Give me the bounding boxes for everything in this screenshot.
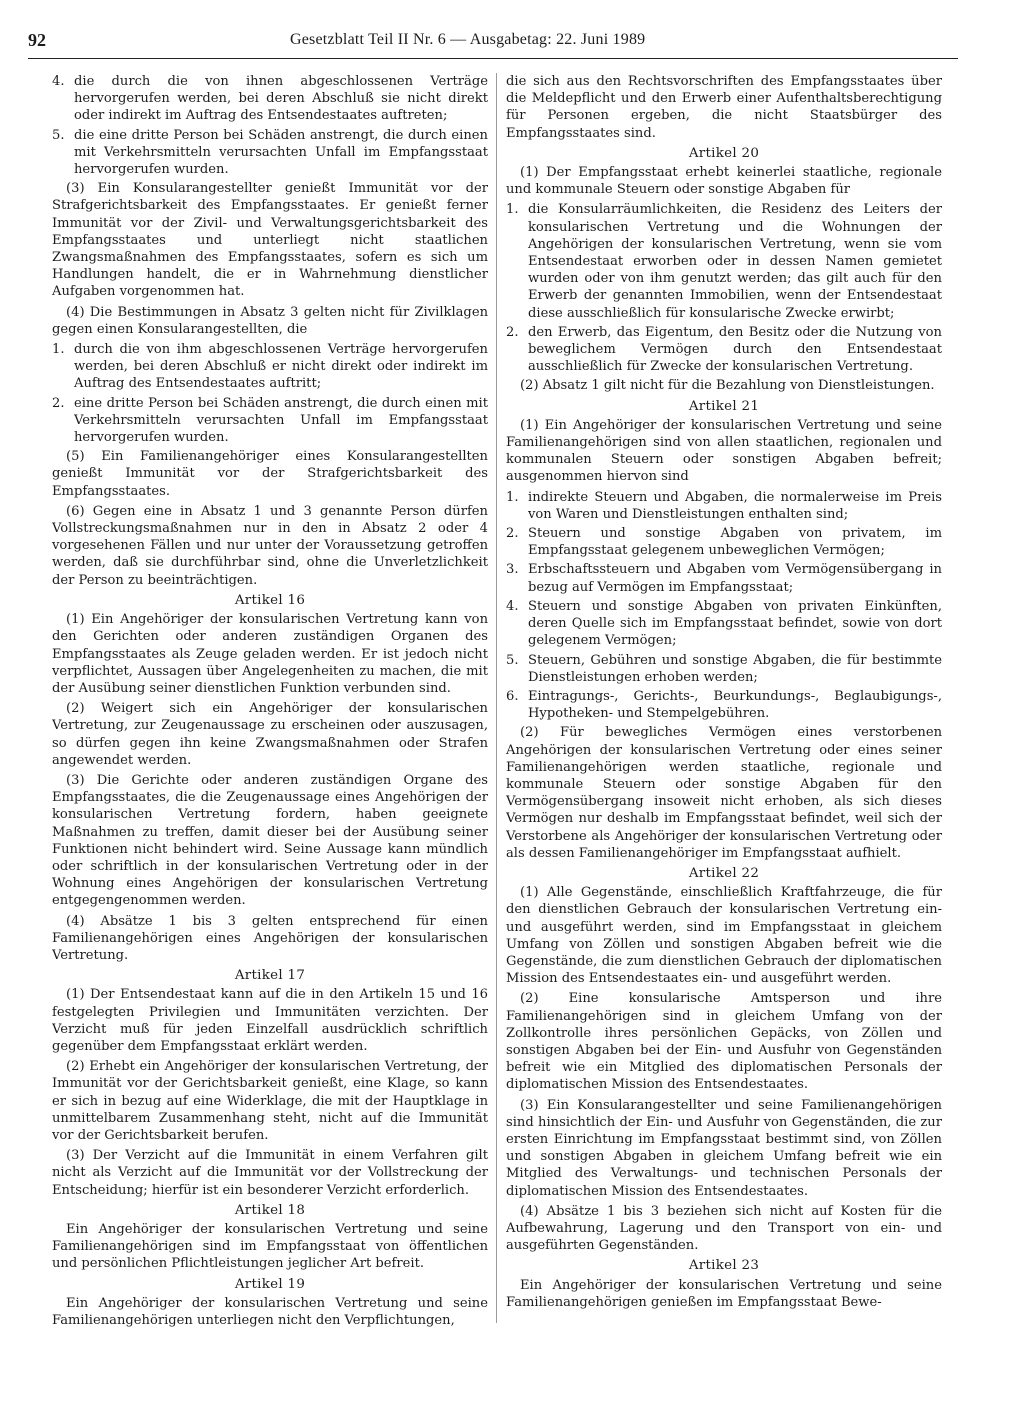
paragraph: (1) Der Entsendestaat kann auf die in den Artikeln 15 und 16 festgelegten Privilegien und Immunitäten verzichten. Der Verzicht muß für jeden Einzelfall ausdrücklich schriftlich gegenüber dem Empfangsstaat erklärt werden. <box>52 987 488 1054</box>
paragraph: (1) Der Empfangsstaat erhebt keinerlei staatliche, regionale und kommunale Steuern oder sonstige Abgaben für <box>506 165 942 198</box>
list-item <box>506 324 942 376</box>
right-column <box>506 73 942 1373</box>
paragraph: (3) Der Verzicht auf die Immunität in einem Verfahren gilt nicht als Verzicht auf die Immunität vor der Vollstreckung der Entscheidung; hierfür ist ein besonderer Verzicht erforderlich. <box>52 1148 488 1198</box>
item-number: 2. <box>506 324 519 340</box>
list-item <box>52 127 488 179</box>
list-item <box>506 201 942 321</box>
paragraph: (4) Die Bestimmungen in Absatz 3 gelten nicht für Zivilklagen gegen einen Konsularangestellten, die <box>52 304 488 337</box>
item-number: 1. <box>506 202 519 218</box>
article-heading: Artikel 16 <box>234 592 306 608</box>
paragraph: (1) Alle Gegenstände, einschließlich Kraftfahrzeuge, die für den dienstlichen Gebrauch der konsularischen Vertretung ein- und ausgeführt werden, sind im Empfangsstaat in gleichem Umfang von Zöllen und sonstigen Abgaben befreit wie die Gegenstände, die zum dienstlichen Gebrauch der diplomatischen Mission des Entsendestaates ein- und ausgeführt werden. <box>506 885 942 987</box>
paragraph: (2) Absatz 1 gilt nicht für die Bezahlung von Dienstleistungen. <box>520 378 935 394</box>
header-title: Gesetzblatt Teil II Nr. 6 — Ausgabetag: 22. Juni 1989 <box>290 31 646 48</box>
paragraph: (3) Die Gerichte oder anderen zuständigen Organe des Empfangsstaates, die die Zeugenaussage eines Angehörigen der konsularischen Vertretung fordern, haben geeignete Maßnahmen zu treffen, damit dieser bei der Ausübung seiner Funktionen nicht behindert wird. Seine Aussage kann mündlich oder schriftlich in der konsularischen Vertretung oder in der Wohnung eines Angehörigen der konsularischen Vertretung entgegengenommen werden. <box>52 772 488 909</box>
paragraph: (5) Ein Familienangehöriger eines Konsularangestellten genießt Immunität vor der Strafgerichtsbarkeit des Empfangsstaates. <box>52 449 488 499</box>
page-header <box>28 30 958 59</box>
list-item <box>52 341 488 393</box>
item-text: durch die von ihm abgeschlossenen Verträge hervorgerufen werden, bei deren Abschluß er nicht direkt oder indirekt im Auftrag des Entsendestaates auftritt; <box>74 342 488 392</box>
paragraph: (6) Gegen eine in Absatz 1 und 3 genannte Person dürfen Vollstreckungsmaßnahmen nur in den in Absatz 2 oder 4 vorgesehenen Fällen und nur unter der Voraussetzung getroffen werden, daß sie durchführbar sind, ohne die Unverletzlichkeit der Person zu beeinträchtigen. <box>52 503 488 588</box>
paragraph: (3) Ein Konsularangestellter genießt Immunität vor der Strafgerichtsbarkeit des Empfangsstaates. Er genießt ferner Immunität vor der Zivil- und Verwaltungsgerichtsbarkeit des Empfangsstaates und unterliegt nicht staatlichen Zwangsmaßnahmen des Empfangsstaates, sofern es sich um Handlungen handelt, die er in Wahrnehmung dienstlicher Aufgaben vorgenommen hat. <box>52 181 488 300</box>
item-number: 4. <box>506 598 519 614</box>
item-number: 2. <box>506 526 519 542</box>
list-item <box>52 395 488 447</box>
paragraph: (1) Ein Angehöriger der konsularischen Vertretung und seine Familienangehörigen sind von allen staatlichen, regionalen und kommunalen Steuern oder sonstigen Abgaben befreit; ausgenommen hiervon sind <box>506 417 942 485</box>
item-text: die Konsularräumlichkeiten, die Residenz des Leiters der konsularischen Vertretung und die Wohnungen der Angehörigen der konsularischen Vertretung, wenn sie vom Entsendestaat erworben oder in dessen Namen gemietet wurden oder von ihm genutzt werden; das gilt auch für den Erwerb der genannten Immobilien, wenn der Entsendestaat diese ausschließlich für konsularische Zwecke erwirbt; <box>528 202 942 321</box>
column-divider <box>496 73 497 1323</box>
paragraph: (4) Absätze 1 bis 3 beziehen sich nicht auf Kosten für die Aufbewahrung, Lagerung und den Transport von ein- und ausgeführten Gegenständen. <box>506 1203 942 1254</box>
item-number: 5. <box>52 127 65 143</box>
article-heading: Artikel 22 <box>688 865 760 881</box>
item-number: 1. <box>52 342 65 358</box>
paragraph: (2) Eine konsularische Amtsperson und ihre Familienangehörigen sind in gleichem Umfang von der Zollkontrolle ihres persönlichen Gepäcks, von Zöllen und sonstigen Abgaben bei der Ein- und Ausfuhr von Gegenständen befreit wie ein Mitglied des diplomatischen Personals der diplomatischen Mission des Entsendestaates. <box>506 991 942 1093</box>
item-text: den Erwerb, das Eigentum, den Besitz oder die Nutzung von beweglichem Vermögen durch den Entsendestaat ausschließlich für Zwecke der konsularischen Vertretung. <box>528 324 942 375</box>
paragraph: (2) Erhebt ein Angehöriger der konsularischen Vertretung, der Immunität vor der Gerichtsbarkeit genießt, eine Klage, so kann er sich in bezug auf eine Widerklage, die mit der Hauptklage in unmittelbarem Zusammenhang steht, nicht auf die Immunität vor der Gerichtsbarkeit berufen. <box>52 1059 488 1143</box>
article-heading: Artikel 20 <box>688 145 760 161</box>
item-number: 6. <box>506 688 519 704</box>
paragraph: (3) Ein Konsularangestellter und seine Familienangehörigen sind hinsichtlich der Ein- und Ausfuhr von Gegenständen, die zur ersten Einrichtung im Empfangsstaat bestimmt sind, von Zöllen und sonstigen Abgaben in gleichem Umfang befreit wie ein Mitglied des Verwaltungs- und technischen Personals der diplomatischen Mission des Entsendestaates. <box>506 1097 942 1199</box>
left-column <box>52 73 488 1373</box>
paragraph: Ein Angehöriger der konsularischen Vertretung und seine Familienangehörigen genießen im Empfangsstaat Bewe- <box>506 1277 942 1310</box>
list-item <box>506 561 942 595</box>
paragraph: Ein Angehöriger der konsularischen Vertretung und seine Familienangehörigen unterliegen nicht den Verpflichtungen, <box>52 1295 488 1329</box>
article-heading: Artikel 21 <box>688 398 760 414</box>
item-text: Steuern, Gebühren und sonstige Abgaben, die für bestimmte Dienstleistungen erhoben werden; <box>528 652 942 685</box>
item-number: 3. <box>506 562 519 578</box>
list-item <box>506 688 942 722</box>
item-number: 2. <box>52 395 65 411</box>
paragraph: Ein Angehöriger der konsularischen Vertretung und seine Familienangehörigen sind im Empfangsstaat von öffentlichen und persönlichen Pflichtleistungen jeglicher Art befreit. <box>52 1222 488 1272</box>
item-text: die eine dritte Person bei Schäden anstrengt, die durch einen mit Verkehrsmitteln verursachten Unfall im Empfangsstaat hervorgerufen wurden. <box>74 127 488 178</box>
item-text: Eintragungs-, Gerichts-, Beurkundungs-, Beglaubigungs-, Hypotheken- und Stempelgebühren. <box>528 688 942 722</box>
item-text: die durch die von ihnen abgeschlossenen Verträge hervorgerufen werden, bei deren Abschluß sie nicht direkt oder indirekt im Auftrag des Entsendestaates auftreten; <box>74 74 488 124</box>
article-heading: Artikel 17 <box>234 968 306 984</box>
paragraph: (2) Weigert sich ein Angehöriger der konsularischen Vertretung, zur Zeugenaussage zu erscheinen oder auszusagen, so dürfen gegen ihn keine Zwangsmaßnahmen oder Strafen angewendet werden. <box>52 701 488 768</box>
paragraph: (1) Ein Angehöriger der konsularischen Vertretung kann von den Gerichten oder anderen zuständigen Organen des Empfangsstaates als Zeuge geladen werden. Er ist jedoch nicht verpflichtet, Aussagen über Angelegenheiten zu machen, die mit der Ausübung seiner dienstlichen Funktion verbunden sind. <box>52 612 488 696</box>
paragraph: die sich aus den Rechtsvorschriften des Empfangsstaates über die Meldepflicht und den Erwerb einer Aufenthaltsberechtigung für Personen ergeben, die nicht Staatsbürger des Empfangsstaates sind. <box>506 74 942 141</box>
paragraph: (4) Absätze 1 bis 3 gelten entsprechend für einen Familienangehörigen eines Angehörigen der konsularischen Vertretung. <box>52 913 488 963</box>
list-item <box>506 489 942 523</box>
article-heading: Artikel 18 <box>234 1202 306 1218</box>
page-number: 92 <box>28 30 46 50</box>
item-number: 1. <box>506 489 519 505</box>
list-item <box>506 652 942 686</box>
item-text: eine dritte Person bei Schäden anstrengt, die durch einen mit Verkehrsmitteln verursachten Unfall im Empfangsstaat hervorgerufen wurden. <box>74 395 488 446</box>
article-heading: Artikel 23 <box>688 1258 760 1274</box>
list-item <box>52 73 488 125</box>
list-item <box>506 598 942 650</box>
item-text: Erbschaftssteuern und Abgaben vom Vermögensübergang in bezug auf Vermögen im Empfangsstaat; <box>528 562 942 595</box>
item-text: indirekte Steuern und Abgaben, die normalerweise im Preis von Waren und Dienstleistungen enthalten sind; <box>528 489 942 522</box>
item-text: Steuern und sonstige Abgaben von privatem, im Empfangsstaat gelegenem unbeweglichen Vermögen; <box>528 526 942 559</box>
list-item <box>506 525 942 559</box>
item-number: 5. <box>506 652 519 668</box>
item-text: Steuern und sonstige Abgaben von privaten Einkünften, deren Quelle sich im Empfangsstaat befindet, sowie von dort gelegenem Vermögen; <box>528 598 942 649</box>
paragraph: (2) Für bewegliches Vermögen eines verstorbenen Angehörigen der konsularischen Vertretung oder eines seiner Familienangehörigen werden staatliche, regionale und kommunale Steuern oder sonstige Abgaben für den Vermögensübergang insoweit nicht erhoben, als sich dieses Vermögen nur deshalb im Empfangsstaat befindet, weil sich der Verstorbene als Angehöriger der konsularischen Vertretung oder als dessen Familienangehöriger im Empfangsstaat aufhielt. <box>506 725 942 861</box>
article-heading: Artikel 19 <box>234 1276 306 1292</box>
item-number: 4. <box>52 74 65 89</box>
